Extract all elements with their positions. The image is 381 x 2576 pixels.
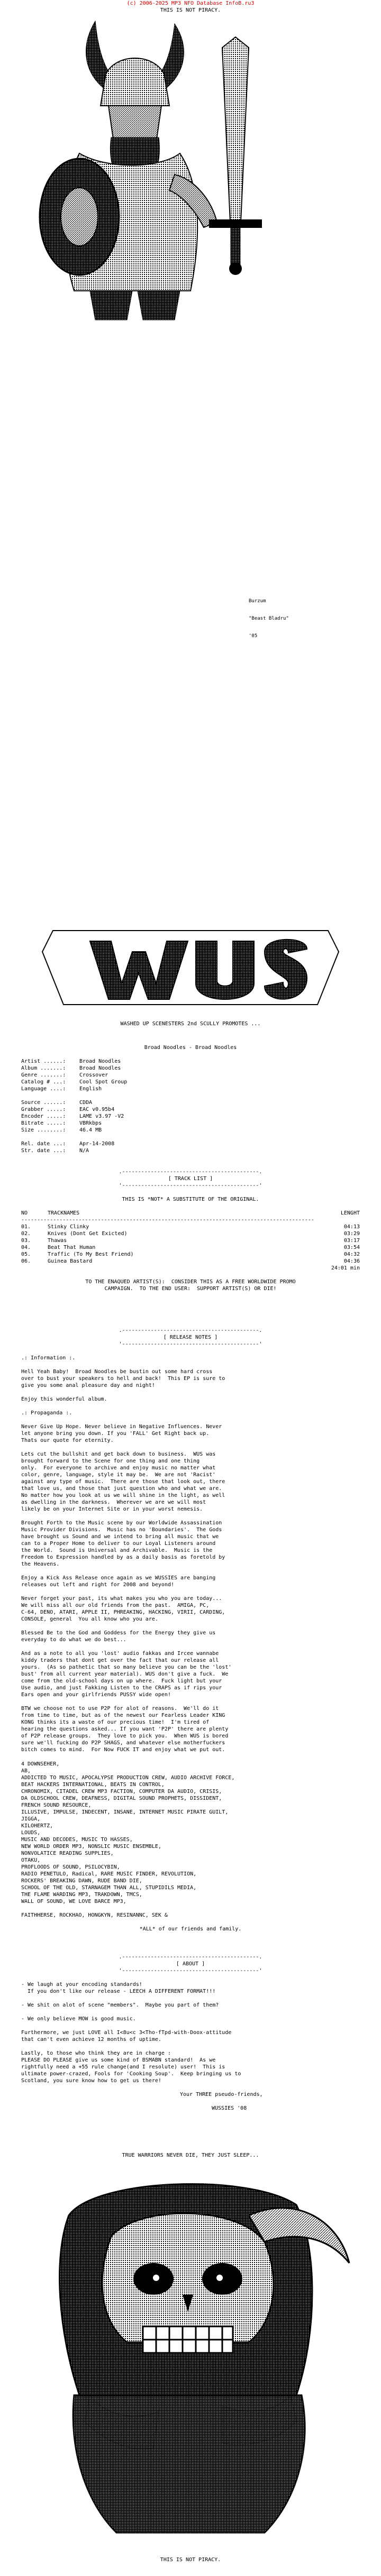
release-field-value: LAME v3.97 -V2 xyxy=(79,1114,124,1119)
about-signature-group: WUSSIES '08 xyxy=(212,2105,247,2111)
info-line: Hell Yeah Baby! Broad Noodles be bustin out some hard cross xyxy=(21,1369,213,1375)
propaganda-line: hearing the questions asked... If you want 'P2P' there are plenty xyxy=(21,1726,229,1732)
track-name: Beat That Human xyxy=(48,1245,96,1250)
greet-line: WALL OF SOUND, WE LOVE BARCE MP3, xyxy=(21,1899,126,1905)
propaganda-line: Enjoy a Kick Ass Release once again as we WUSSIES are banging xyxy=(21,1575,216,1581)
track-no: 03. xyxy=(21,1238,31,1244)
track-len: 03:29 xyxy=(343,1231,360,1237)
propaganda-line: from time to time, but as of the newest our Fearless Leader KING xyxy=(21,1713,225,1718)
track-row xyxy=(21,1244,360,1251)
propaganda-line: only. For everyone to archive and enjoy music no matter what xyxy=(21,1465,216,1471)
about-line xyxy=(21,2022,360,2029)
release-field xyxy=(21,1120,360,1127)
propaganda-line xyxy=(21,1623,360,1630)
top-header xyxy=(0,0,381,14)
about-signature: Your THREE pseudo-friends, xyxy=(180,2092,263,2097)
propaganda-line: likely be on your Internet Site or in your worst nemesis. xyxy=(21,1506,203,1512)
greets-list xyxy=(21,1761,360,1919)
propaganda-line xyxy=(21,1643,360,1650)
propaganda-line: color, genre, language, style it may be. We are not 'Racist' xyxy=(21,1472,216,1478)
release-field-value: CDDA xyxy=(79,1100,93,1106)
copyright-link[interactable]: (c) 2006-2025 MP3 NFO Database InfoB.ru3 xyxy=(126,1,255,6)
track-no: 01. xyxy=(21,1224,31,1230)
skull-ascii-art xyxy=(0,2173,381,2543)
propaganda-line: can to a Proper Home to deliver to our Loyal Listeners around xyxy=(21,1541,216,1547)
logo-subtitle xyxy=(21,1020,360,1027)
propaganda-line: that love us, and those that just question who and what we are. xyxy=(21,1486,222,1492)
credit-year: '05 xyxy=(249,633,258,639)
greet-line: MUSIC AND DECODES, MUSIC TO HASSES, xyxy=(21,1837,133,1843)
propaganda-line: bust' from all current year material). WUS don't give a fuck. We xyxy=(21,1671,229,1677)
credit-artist: Burzum xyxy=(249,599,266,604)
release-field-value: VBRkbps xyxy=(79,1120,102,1126)
propaganda-heading: .: Propaganda :. xyxy=(21,1410,72,1416)
about-line: - We only believe MOW is good music. xyxy=(21,2016,136,2022)
propaganda-line: yours. (As so pathetic that so many believe you can be the 'lost' xyxy=(21,1664,232,1670)
about-line: rightfully need a +55 rule change(and I resolute) user! This is xyxy=(21,2064,225,2070)
tracklist-note: THIS IS *NOT* A SUBSTITUTE OF THE ORIGINAL. xyxy=(122,1197,259,1202)
greet-line: NONVOLATICE READING SUPPLIES, xyxy=(21,1851,114,1856)
greet-line: LOUDS, xyxy=(21,1830,41,1836)
propaganda-line: have brought us Sound and we intend to bring all music that we xyxy=(21,1534,219,1540)
greet-line: PROFLOODS OF SOUND, PSILOCYBIN, xyxy=(21,1864,120,1870)
track-name: Stinky Clinky xyxy=(48,1224,89,1230)
info-text xyxy=(21,1368,360,1403)
release-field-value: Crossover xyxy=(79,1072,108,1078)
track-row xyxy=(21,1223,360,1230)
tracklist-columns xyxy=(21,1210,360,1217)
track-row xyxy=(21,1237,360,1244)
track-no: 05. xyxy=(21,1252,31,1257)
propaganda-line: as dwelling in the darkness. Wherever we are we will most xyxy=(21,1499,206,1505)
total-time: 24:01 min xyxy=(331,1265,360,1271)
about-line: PLEASE DO PLEASE give us some kind of BSMABN standard! As we xyxy=(21,2057,216,2063)
greet-line: FAITHHERSE, ROCKHAO, HONGKYN, RESINANNC, SEK & xyxy=(21,1912,168,1918)
about-line xyxy=(21,2043,360,2050)
info-line: give you some anal pleasure day and night! xyxy=(21,1383,155,1388)
col-no: NO xyxy=(21,1210,28,1216)
release-field-label: Album .......: xyxy=(21,1065,66,1071)
about-line xyxy=(21,2009,360,2016)
release-field xyxy=(21,1147,360,1154)
greet-line: SCHOOL OF THE OLD, STARNAGEM THAN ALL, STUPIDILS MEDIA, xyxy=(21,1885,197,1891)
release-field xyxy=(21,1072,360,1079)
piracy-notice-bottom: THIS IS NOT PIRACY. xyxy=(160,2557,221,2563)
release-field-label: Source ......: xyxy=(21,1100,66,1106)
propaganda-line: Lets cut the bullshit and get back down to business. WUS was xyxy=(21,1451,216,1457)
release-field-label: Language ....: xyxy=(21,1086,66,1092)
propaganda-line: everyday to do what we do best... xyxy=(21,1637,126,1643)
release-field-value: N/A xyxy=(79,1148,89,1154)
wus-logo xyxy=(0,920,381,1015)
logo-subtitle-text: WASHED UP SCENESTERS 2nd SCULLY PROMOTES ... xyxy=(120,1021,261,1027)
about-line: that can't even achieve 12 months of uptime. xyxy=(21,2037,161,2043)
greet-line: ADDICTED TO MUSIC, APOCALYPSE PRODUCTION CREW, AUDIO ARCHIVE FORCE, xyxy=(21,1775,235,1781)
release-field-label: Genre .......: xyxy=(21,1072,66,1078)
release-field-label: Encoder .....: xyxy=(21,1114,66,1119)
propaganda-line: the World. Sound is Universal and Archivable. Music is the xyxy=(21,1548,213,1553)
propaganda-line: KONG thinks its a waste of our precious time! I'm tired of xyxy=(21,1719,210,1725)
track-row xyxy=(21,1258,360,1265)
release-notes-section: .-------------------------------------------. [ RELEASE NOTES ] '-------------------------------------------' .: Information :. Hell Yeah Baby! Broad Noodles be bustin out some hard cross over to bust your speakers to hell and back! This EP is sure to give you some anal pleasure day and night! Enjoy this wonderful album. .: Propaganda :. Never Give Up Hope. Never believe in Negative Influences. Never let anyone bring you down. If you 'FALL' Get Right back up. Thats our quote for eternity. Lets cut the bullshit and get back down to business. WUS was brought forward to the Scene for one thing and one thing only. For everyone to archive and enjoy music no matter what color, genre, language, style it may be. We are not 'Racist' against any type of music. There are those that look out, there that love us, and those that just question who and what we are. No matter how you look at us we will shine in the light, as well as dwelling in the darkness. Wherever we are we will most likely be on your Internet Site or in your worst nemesis. Brought Forth to the Music scene by our Worldwide Assassination Music Provider Divisions. Music has no 'Boundaries'. The Gods have brought us Sound and we intend to bring all music that we can to a Proper Home to deliver to our Loyal Listeners around the World. Sound is Universal and Archivable. Music is the Freedom to Expression handled by as a daily basis as foretold by the Heavens. Enjoy a Kick Ass Release once again as we WUSSIES are banging releases out left and right for 2008 and beyond! Never forget your past, its what makes you who you are today... We will miss all our old friends from the past. AMIGA, PC, C-64, DENO, ATARI, APPLE II, PHREAKING, HACKING, VIRII, CARDING, CONSOLE, general You all know who you are. Blessed Be to the God and Goddess for the Energy they give us everyday to do what we do best... And as a note to all you 'lost' audio fakkas and Ircee wannabe kiddy traders that dont get over the fact that our release all yours. (As so pathetic that so many believe you can be the 'lost' bust' from all current year material). WUS don't give a fuck. We come from the old-school days on up where. Fuck light but your Use audio, and just Fakking Listen to the CRAPS as if rips your Ears open and your girlfriends PUSSY wide open! BTW we choose not to use P2P for alot of reasons. We'll do it from time to time, but as of the newest our Fearless Leader KING KONG thinks its a waste of our precious time! I'm tired of hearing the questions asked... If you want 'P2P' there are plenty of P2P release groups. They love to pick you. When WUS is bored sure we'll fucking do P2P SHAGS, and whatever else motherfuckers bitch comes to mind. For Now FUCK IT and enjoy what we put out. xyxy=(21,1327,360,1753)
propaganda-line: come from the old-school days on up where. Fuck light but your xyxy=(21,1678,222,1684)
track-row xyxy=(21,1251,360,1258)
release-field xyxy=(21,1085,360,1092)
warrior-ascii-art xyxy=(0,16,381,323)
release-field-value: Cool Spot Group xyxy=(79,1079,128,1085)
art-credit xyxy=(249,587,312,651)
release-field-label: Str. date ...: xyxy=(21,1148,66,1154)
propaganda-line: Thats our quote for eternity. xyxy=(21,1438,114,1443)
release-field xyxy=(21,1106,360,1113)
track-no: 04. xyxy=(21,1245,31,1250)
release-field-label: Catalog # ...: xyxy=(21,1079,66,1085)
greet-line: NEW WORLD ORDER MP3, NONSLIC MUSIC ENSEMBLE, xyxy=(21,1844,161,1850)
propaganda-line xyxy=(21,1588,360,1595)
release-field xyxy=(21,1127,360,1134)
credit-title: "Beast Bladru" xyxy=(249,616,289,621)
greet-line: CHRONOMIX, CITADEL CREW MP3 FACTION, COMPUTER DA AUDIO, CRISIS, xyxy=(21,1789,222,1795)
release-field-value: Broad Noodles xyxy=(79,1059,121,1064)
greet-line xyxy=(21,1905,360,1912)
info-line: Enjoy this wonderful album. xyxy=(21,1396,107,1402)
release-field-value: Broad Noodles xyxy=(79,1065,121,1071)
propaganda-line: of P2P release groups. They love to pick you. When WUS is bored xyxy=(21,1733,229,1739)
propaganda-line: C-64, DENO, ATARI, APPLE II, PHREAKING, HACKING, VIRII, CARDING, xyxy=(21,1609,225,1615)
track-name: Knives (Dont Get Exicted) xyxy=(48,1231,128,1237)
release-field-label: Grabber .....: xyxy=(21,1107,66,1112)
propaganda-line: Brought Forth to the Music scene by our Worldwide Assassination xyxy=(21,1520,222,1526)
tracklist-section: .-------------------------------------------. [ TRACK LIST ] '-------------------------------------------' THIS IS *NOT* A SUBSTITUTE OF THE ORIGINAL. NO TRACKNAMES LENGHT -------------------------------------------------------------------------------------------- 01. Stinky Clinky 04:13 02. Knives (Dont Get Exicted) 03:29 03. Thawas 03:17 04. Beat That Human 03:54 05. Traffic (To My Best Friend) 04:32 06. Guinea Bastard 04:36 24:01 min TO THE ENAQUED ARTIST(S): CONSIDER THIS AS A FREE WORLDWIDE PROMO CAMPAIGN. TO THE END USER: SUPPORT ARTIST(S) OR DIE! xyxy=(21,1169,360,1292)
about-line: - We laugh at your encoding standards! xyxy=(21,1982,142,1988)
propaganda-line: Freedom to Expression handled by as a daily basis as foretold by xyxy=(21,1554,225,1560)
propaganda-line: And as a note to all you 'lost' audio fakkas and Ircee wannabe xyxy=(21,1651,219,1657)
info-line xyxy=(21,1389,360,1396)
propaganda-line: kiddy traders that dont get over the fact that our release all xyxy=(21,1658,219,1663)
tagline-section xyxy=(21,2152,360,2159)
track-row xyxy=(21,1230,360,1237)
release-field-label: Rel. date ...: xyxy=(21,1141,66,1147)
tracklist-title: [ TRACK LIST ] xyxy=(168,1176,213,1182)
release-field-label: Size ........: xyxy=(21,1127,66,1133)
about-title: [ ABOUT ] xyxy=(176,1961,205,1967)
release-info xyxy=(21,1044,360,1154)
release-field xyxy=(21,1079,360,1085)
greet-line: FRENCH SOUND RESOURCE, xyxy=(21,1802,92,1808)
greet-line: OTAKU, xyxy=(21,1857,41,1863)
about-line: Scotland, you sure know how to get us there! xyxy=(21,2078,161,2084)
propaganda-line: Ears open and your girlfriends PUSSY wide open! xyxy=(21,1692,171,1698)
greets-friends: *ALL* of our friends and family. xyxy=(139,1926,242,1932)
release-field-label: Bitrate .....: xyxy=(21,1120,66,1126)
release-field-value: English xyxy=(79,1086,102,1092)
propaganda-line xyxy=(21,1568,360,1575)
propaganda-line: Use audio, and just Fakking Listen to the CRAPS as if rips your xyxy=(21,1685,222,1691)
about-line: ultimate power-crazed, Fools for 'Cooking Soup'. Keep bringing us to xyxy=(21,2071,241,2077)
tagline: TRUE WARRIORS NEVER DIE, THEY JUST SLEEP... xyxy=(122,2152,259,2158)
about-line xyxy=(21,1995,360,2002)
about-line: - We shit on alot of scene "members". Maybe you part of them? xyxy=(21,2002,219,2008)
about-text xyxy=(21,1981,360,2084)
info-heading: .: Information :. xyxy=(21,1355,76,1361)
propaganda-line xyxy=(21,1513,360,1520)
track-name: Thawas xyxy=(48,1238,67,1244)
propaganda-line: sure we'll fucking do P2P SHAGS, and whatever else motherfuckers xyxy=(21,1740,225,1746)
release-field xyxy=(21,1092,360,1099)
promo-line-2: CAMPAIGN. TO THE END USER: SUPPORT ARTIST(S) OR DIE! xyxy=(104,1286,277,1292)
col-length: LENGHT xyxy=(340,1210,360,1216)
tracklist-header: .-------------------------------------------. xyxy=(119,1169,262,1175)
greet-line: ROCKERS' BREAKING DAWN, RUDE BAND DIE, xyxy=(21,1878,142,1884)
about-line: Furthermore, we just LOVE all I<8u<c 3<Tho-fTpd-with-Doox-attitude xyxy=(21,2030,232,2036)
promo-line-1: TO THE ENAQUED ARTIST(S): CONSIDER THIS AS A FREE WORLDWIDE PROMO xyxy=(85,1279,296,1285)
track-name: Guinea Bastard xyxy=(48,1258,93,1264)
track-len: 04:13 xyxy=(343,1224,360,1230)
propaganda-line: Never forget your past, its what makes you who you are today... xyxy=(21,1596,222,1602)
greet-line: KILOHERTZ, xyxy=(21,1823,53,1829)
track-no: 06. xyxy=(21,1258,31,1264)
release-field-label: Artist ......: xyxy=(21,1059,66,1064)
propaganda-line: let anyone bring you down. If you 'FALL' Get Right back up. xyxy=(21,1431,210,1437)
propaganda-text xyxy=(21,1423,360,1753)
propaganda-line: CONSOLE, general You all know who you are. xyxy=(21,1616,158,1622)
release-title: Broad Noodles - Broad Noodles xyxy=(144,1045,237,1051)
propaganda-line: against any type of music. There are those that look out, there xyxy=(21,1479,225,1485)
track-name: Traffic (To My Best Friend) xyxy=(48,1252,134,1257)
release-field-value: Apr-14-2008 xyxy=(79,1141,115,1147)
greet-line: RADIO PENETULO, Radical, RARE MUSIC FINDER, REVOLUTION, xyxy=(21,1871,197,1877)
release-notes-title: [ RELEASE NOTES ] xyxy=(163,1335,218,1340)
piracy-notice-top: THIS IS NOT PIRACY. xyxy=(160,7,221,13)
release-field xyxy=(21,1134,360,1140)
greet-line: AB, xyxy=(21,1768,31,1774)
release-field-value: EAC v0.95b4 xyxy=(79,1107,115,1112)
propaganda-line: We will miss all our old friends from the past. AMIGA, PC, xyxy=(21,1603,210,1608)
propaganda-line: No matter how you look at us we will shine in the light, as well xyxy=(21,1493,225,1498)
greet-line: DA OLDSCHOOL CREW, DEAFNESS, DIGITAL SOUND PROPHETS, DISSIDENT, xyxy=(21,1796,222,1801)
release-field xyxy=(21,1058,360,1065)
about-line: If you don't like our release - LEECH A DIFFERENT FORMAT!!! xyxy=(21,1989,216,1994)
propaganda-line: BTW we choose not to use P2P for alot of reasons. We'll do it xyxy=(21,1706,219,1712)
track-len: 03:54 xyxy=(343,1245,360,1250)
propaganda-line: Music Provider Divisions. Music has no 'Boundaries'. The Gods xyxy=(21,1527,222,1533)
propaganda-line xyxy=(21,1698,360,1705)
track-len: 04:36 xyxy=(343,1258,360,1264)
greet-line: 4 DOWNSEHER, xyxy=(21,1761,60,1767)
release-field xyxy=(21,1065,360,1072)
col-name: TRACKNAMES xyxy=(48,1210,80,1216)
greet-line: ILLUSIVE, IMPULSE, INDECENT, INSANE, INTERNET MUSIC PIRATE GUILT, xyxy=(21,1809,229,1815)
propaganda-line: brought forward to the Scene for one thing and one thing xyxy=(21,1458,200,1464)
release-fields xyxy=(21,1058,360,1154)
info-line: over to bust your speakers to hell and back! This EP is sure to xyxy=(21,1376,225,1382)
greets-section xyxy=(21,1761,360,1933)
track-no: 02. xyxy=(21,1231,31,1237)
propaganda-line: Never Give Up Hope. Never believe in Negative Influences. Never xyxy=(21,1424,222,1430)
release-field xyxy=(21,1113,360,1120)
release-field xyxy=(21,1140,360,1147)
propaganda-line: bitch comes to mind. For Now FUCK IT and enjoy what we put out. xyxy=(21,1747,225,1753)
greet-line: BEAT HACKERS INTERNATIONAL, BEATS IN CONTROL, xyxy=(21,1782,165,1788)
propaganda-line xyxy=(21,1444,360,1451)
propaganda-line: Blessed Be to the God and Goddess for the Energy they give us xyxy=(21,1630,216,1636)
release-field xyxy=(21,1099,360,1106)
propaganda-line: the Heavens. xyxy=(21,1561,60,1567)
track-len: 03:17 xyxy=(343,1238,360,1244)
release-field-value: 46.4 MB xyxy=(79,1127,102,1133)
propaganda-line: releases out left and right for 2008 and beyond! xyxy=(21,1582,174,1588)
greet-line: THE FLAME WARDING MP3, TRAKDOWN, TMCS, xyxy=(21,1892,142,1898)
about-section: .-------------------------------------------. [ ABOUT ] '-------------------------------------------' - We laugh at your encoding standards! If you don't like our release - LEECH A DIFFERENT FORMAT!!! - We shit on alot of scene "members". Maybe you part of them? - We only believe MOW is good music. Furthermore, we just LOVE all I<8u<c 3<Tho-fTpd-with-Doox-attitude that can't even achieve 12 months of uptime. Lastly, to those who think they are in charge : PLEASE DO PLEASE give us some kind of BSMABN standard! As we rightfully need a +55 rule change(and I resolute) user! This is ultimate power-crazed, Fools for 'Cooking Soup'. Keep bringing us to Scotland, you sure know how to get us there! Your THREE pseudo-friends, WUSSIES '08 xyxy=(21,1954,360,2112)
track-list xyxy=(21,1223,360,1265)
track-len: 04:32 xyxy=(343,1252,360,1257)
greet-line: JIGGA, xyxy=(21,1816,41,1822)
about-line: Lastly, to those who think they are in charge : xyxy=(21,2050,171,2056)
